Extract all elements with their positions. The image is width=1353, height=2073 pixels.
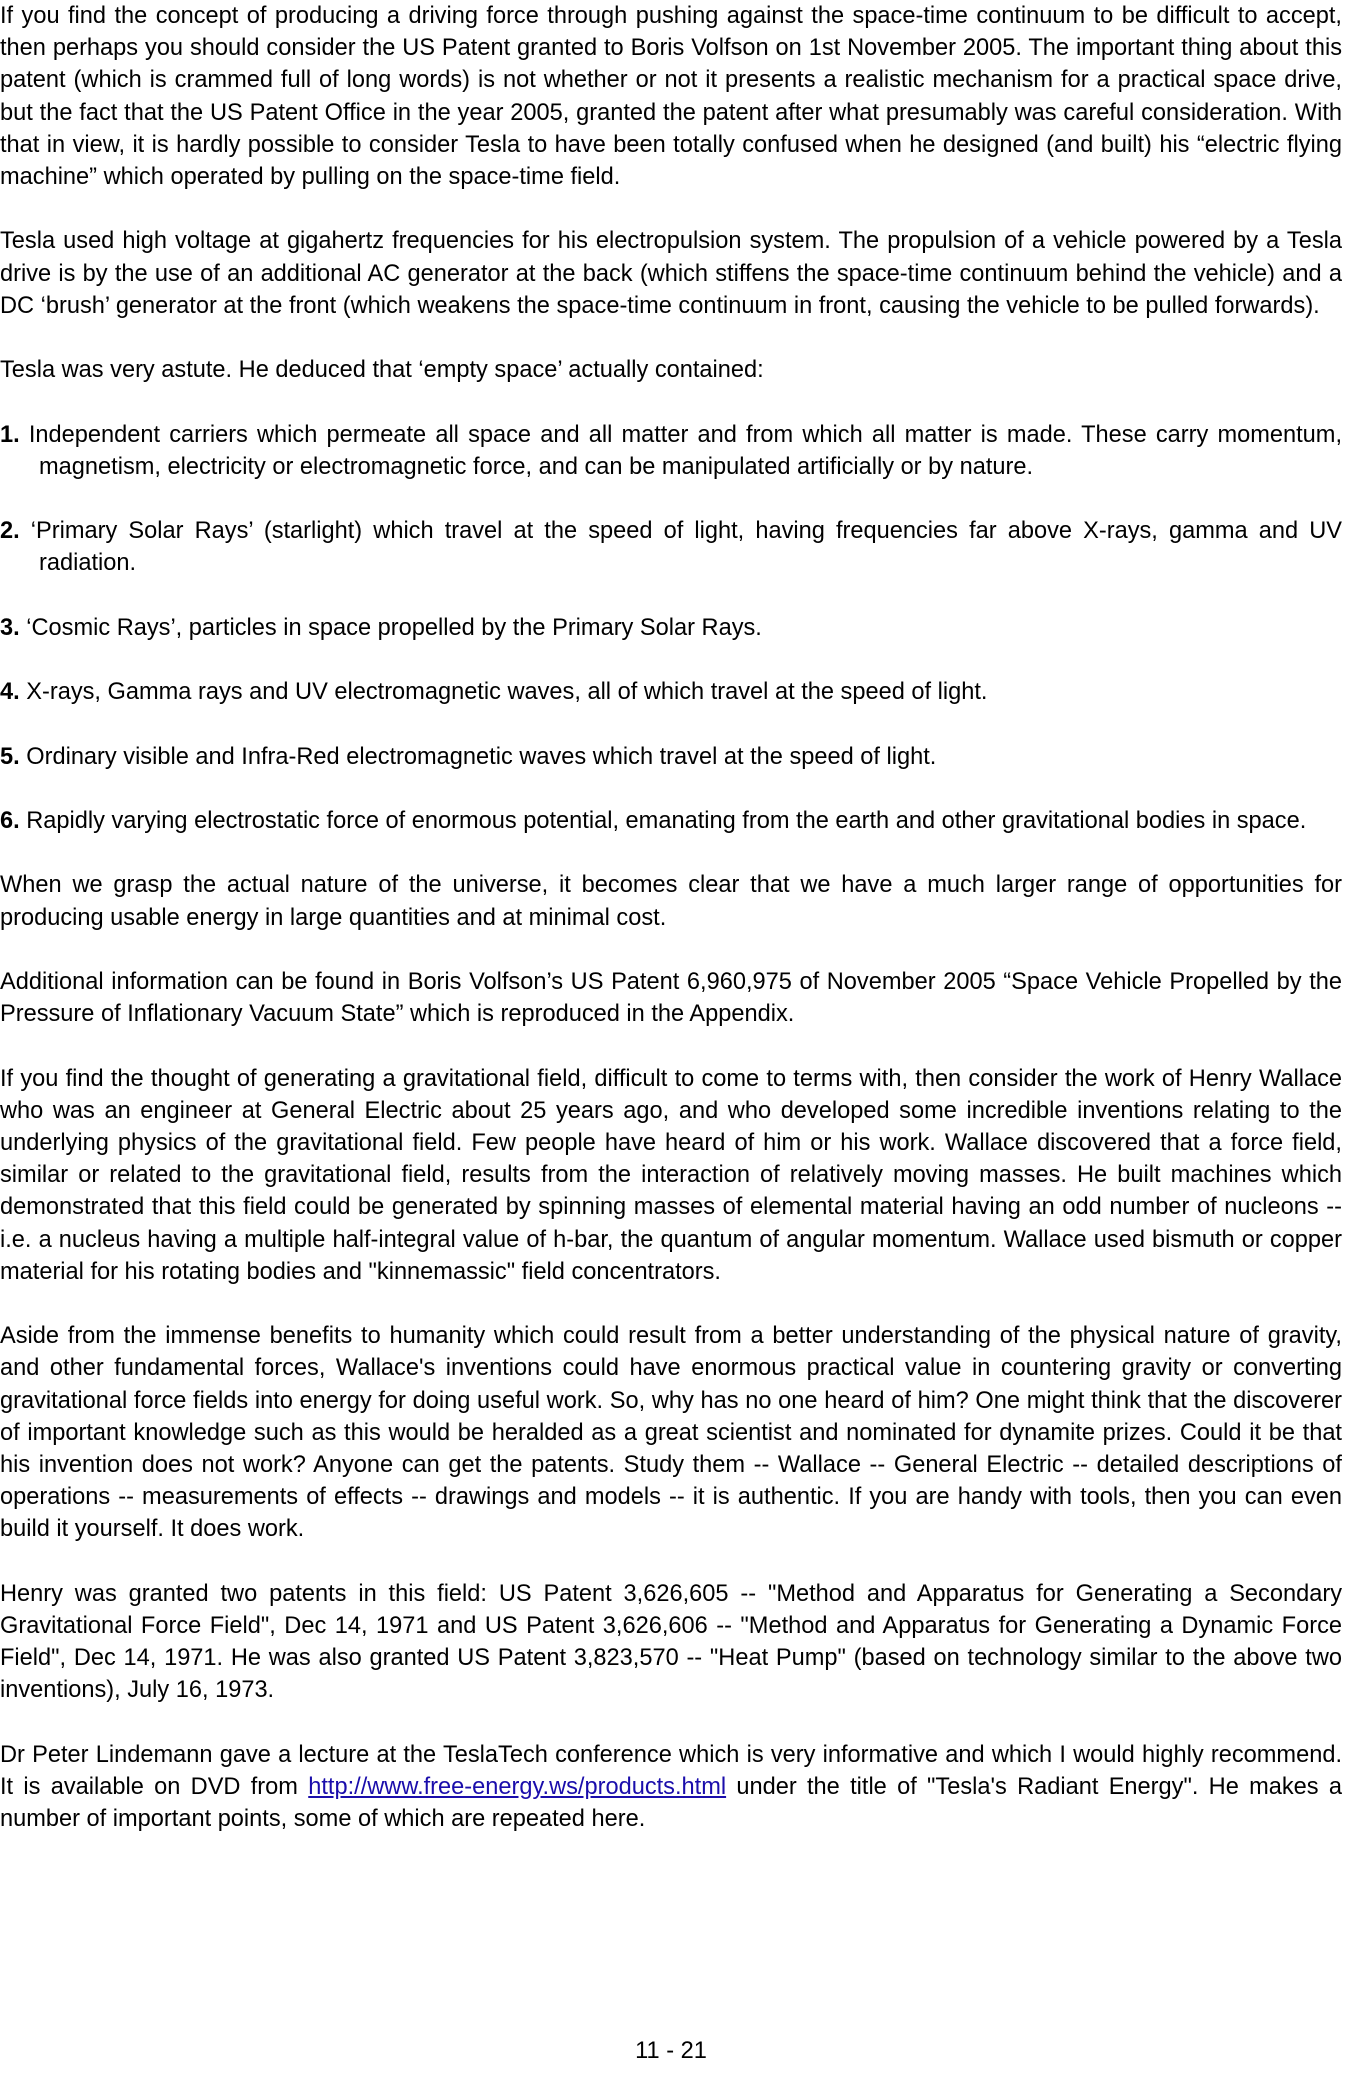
paragraph-energy-opportunities: When we grasp the actual nature of the universe, it becomes clear that we have a much larger range of opportunities for producing usable energy in large quantities and at minimal cost.	[0, 872, 1342, 931]
list-item-text: Rapidly varying electrostatic force of enormous potential, emanating from the earth and other gravitational bodies in space.	[19, 807, 1307, 834]
list-item-number: 1.	[0, 421, 20, 448]
list-item-text: Ordinary visible and Infra-Red electromagnetic waves which travel at the speed of light.	[19, 743, 937, 770]
list-item-number: 6.	[0, 807, 20, 834]
list-item-text: X-rays, Gamma rays and UV electromagnetic waves, all of which travel at the speed of light.	[19, 679, 988, 706]
paragraph-lindemann-lecture	[0, 1739, 1342, 1836]
list-item	[0, 741, 1342, 773]
list-item	[0, 676, 1342, 708]
list-item-number: 4.	[0, 679, 20, 706]
paragraph-wallace-patents: Henry was granted two patents in this field: US Patent 3,626,605 -- "Method and Apparatus for Generating a Secondary Gravitational Force Field", Dec 14, 1971 and US Patent 3,626,606 -- "Method and Apparatus for Generating a Dynamic Force Field", Dec 14, 1971. He was also granted US Patent 3,823,570 -- "Heat Pump" (based on technology similar to the above two inventions), July 16, 1973.	[0, 1580, 1342, 1704]
list-item-number: 2.	[0, 518, 20, 545]
list-item-text: ‘Primary Solar Rays’ (starlight) which travel at the speed of light, having frequencies far above X-rays, gamma and UV radiation.	[19, 518, 1342, 577]
empty-space-list	[0, 419, 1342, 838]
list-item	[0, 515, 1342, 579]
products-link[interactable]: http://www.free-energy.ws/products.html	[308, 1773, 727, 1800]
list-item-text: Independent carriers which permeate all space and all matter and from which all matter is made. These carry momentum, magnetism, electricity or electromagnetic force, and can be manipulated artificially or by nature.	[19, 421, 1342, 480]
paragraph-tesla-drive: Tesla used high voltage at gigahertz frequencies for his electropulsion system. The propulsion of a vehicle powered by a Tesla drive is by the use of an additional AC generator at the back (which stiffens the space-time continuum behind the vehicle) and a DC ‘brush’ generator at the front (which weakens the space-time continuum in front, causing the vehicle to be pulled forwards).	[0, 228, 1342, 319]
paragraph-wallace-benefits: Aside from the immense benefits to humanity which could result from a better understanding of the physical nature of gravity, and other fundamental forces, Wallace's inventions could have enormous practical value in countering gravity or converting gravitational force fields into energy for doing useful work. So, why has no one heard of him? One might think that the discoverer of important knowledge such as this would be heralded as a great scientist and nominated for dynamite prizes. Could it be that his invention does not work? Anyone can get the patents. Study them -- Wallace -- General Electric -- detailed descriptions of operations -- measurements of effects -- drawings and models -- it is authentic. If you are handy with tools, then you can even build it yourself. It does work.	[0, 1323, 1342, 1543]
list-item-number: 5.	[0, 743, 20, 770]
list-item-text: ‘Cosmic Rays’, particles in space propelled by the Primary Solar Rays.	[19, 614, 762, 641]
lindemann-text-after: under the title of "Tesla's Radiant Energy". He makes a number of important points, some of which are repeated here.	[0, 1773, 1343, 1833]
list-item-number: 3.	[0, 614, 20, 641]
paragraph-additional-info: Additional information can be found in Boris Volfson’s US Patent 6,960,975 of November 2005 “Space Vehicle Propelled by the Pressure of Inflationary Vacuum State” which is reproduced in the Appendix.	[0, 968, 1342, 1028]
list-item	[0, 612, 1342, 644]
paragraph-henry-wallace: If you find the thought of generating a gravitational field, difficult to come to terms with, then consider the work of Henry Wallace who was an engineer at General Electric about 25 years ago, and who developed some incredible inventions relating to the underlying physics of the gravitational field. Few people have heard of him or his work. Wallace discovered that a force field, similar or related to the gravitational field, results from the interaction of relatively moving masses. He built machines which demonstrated that this field could be generated by spinning masses of elemental material having an odd number of nucleons -- i.e. a nucleus having a multiple half-integral value of h-bar, the quantum of angular momentum. Wallace used bismuth or copper material for his rotating bodies and "kinnemassic" field concentrators.	[0, 1065, 1342, 1285]
list-item	[0, 805, 1342, 837]
list-item	[0, 419, 1342, 483]
lindemann-text-before: Dr Peter Lindemann gave a lecture at the TeslaTech conference which is very informative and which I would highly recommend. It is available on DVD from	[0, 1741, 1342, 1800]
paragraph-empty-space-intro: Tesla was very astute. He deduced that ‘empty space’ actually contained:	[0, 357, 764, 384]
page-number: 11 - 21	[635, 2038, 707, 2064]
paragraph-volfson-patent: If you find the concept of producing a driving force through pushing against the space-time continuum to be difficult to accept, then perhaps you should consider the US Patent granted to Boris Volfson on 1st November 2005. The important thing about this patent (which is crammed full of long words) is not whether or not it presents a realistic mechanism for a practical space drive, but the fact that the US Patent Office in the year 2005, granted the patent after what presumably was careful consideration. With that in view, it is hardly possible to consider Tesla to have been totally confused when he designed (and built) his “electric flying machine” which operated by pulling on the space-time field.	[0, 3, 1342, 191]
